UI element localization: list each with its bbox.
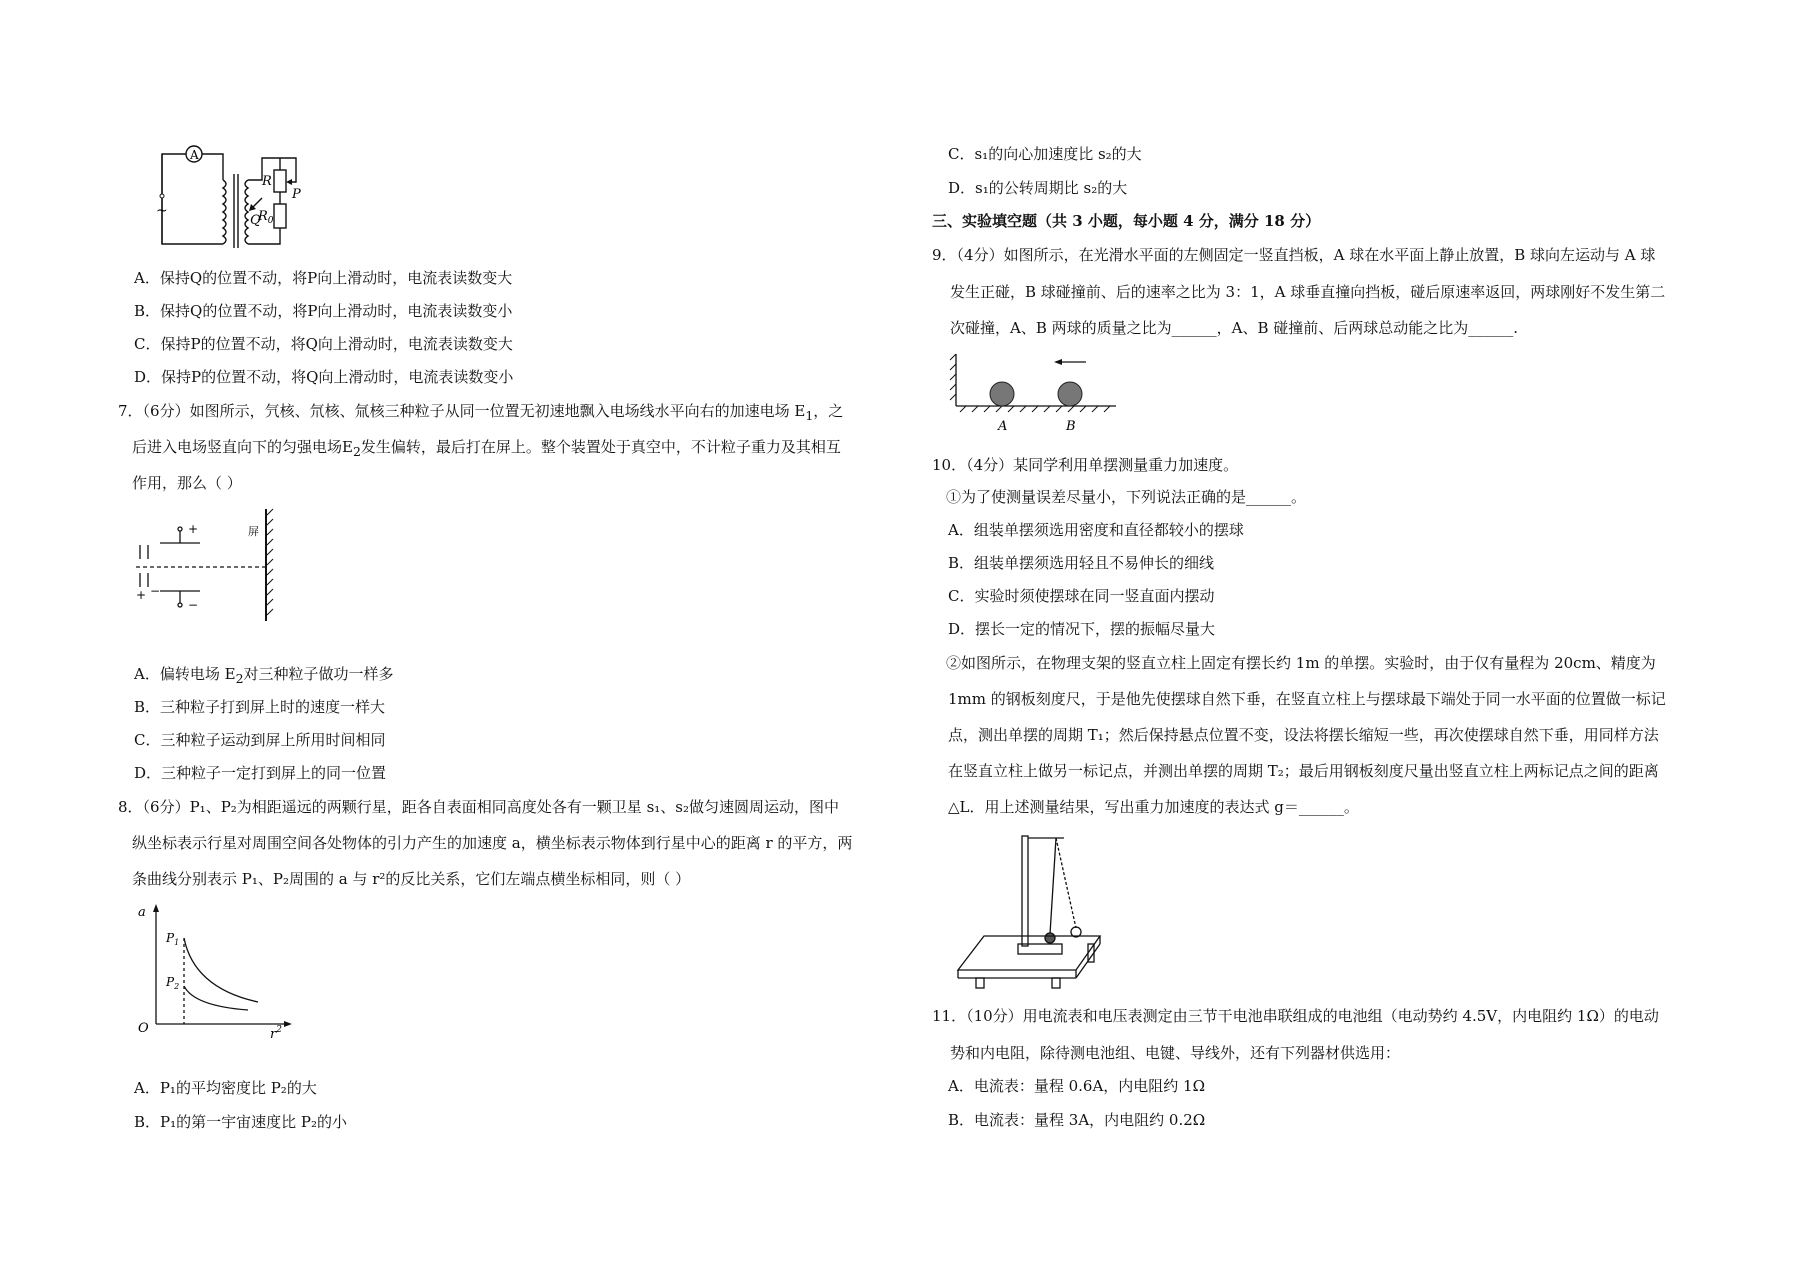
q6-option-c: C．保持P的位置不动，将Q向上滑动时，电流表读数变大 <box>134 335 513 353</box>
q8-option-b: B．P₁的第一宇宙速度比 P₂的小 <box>134 1113 348 1131</box>
q11-option-b: B．电流表：量程 3A，内电阻约 0.2Ω <box>948 1111 1206 1129</box>
plus-sign: + <box>188 522 199 536</box>
q8-option-a: A．P₁的平均密度比 P₂的大 <box>134 1079 317 1097</box>
q10-part-2-line-1: ②如图所示，在物理支架的竖直立柱上固定有摆长约 1m 的单摆。实验时，由于仅有量程为 20cm、精度为 <box>946 654 1656 672</box>
minus-sign-bottom: − <box>188 598 199 612</box>
curve-p1-label: $P_1$ <box>166 931 180 947</box>
slider-Q-label: Q <box>250 213 261 228</box>
q10-part-2-line-3: 点，测出单摆的周期 T₁；然后保持悬点位置不变，设法将摆长缩短一些，再次使摆球自然下垂，用同样方法 <box>948 726 1659 744</box>
q11-option-a: A．电流表：量程 0.6A，内电阻约 1Ω <box>948 1077 1206 1095</box>
acceleration-vs-r2-graph <box>136 902 296 1042</box>
q11-stem-line-2: 势和内电阻，除待测电池组、电键、导线外，还有下列器材供选用： <box>950 1044 1401 1062</box>
ac-source-label: ~ <box>156 203 168 219</box>
q10-part-1: ①为了使测量误差尽量小，下列说法正确的是______。 <box>946 488 1307 506</box>
origin-label: O <box>138 1021 149 1036</box>
q9-stem-line-1: 9．（4分）如图所示，在光滑水平面的左侧固定一竖直挡板，A 球在水平面上静止放置，B 球向左运动与 A 球 <box>932 246 1656 264</box>
resistor-R0-label: $R_0$ <box>258 209 274 226</box>
q8-stem-line-3: 条曲线分别表示 P₁、P₂周围的 a 与 r²的反比关系，它们左端点横坐标相同，则（ ） <box>132 870 691 888</box>
minus-sign-left: − <box>150 584 161 598</box>
q8-stem-line-2: 纵坐标表示行星对周围空间各处物体的引力产生的加速度 a，横坐标表示物体到行星中心的距离 r 的平方，两 <box>132 834 853 852</box>
q10-part-2-line-5: △L．用上述测量结果，写出重力加速度的表达式 g＝______。 <box>948 798 1359 816</box>
q10-option-c: C．实验时须使摆球在同一竖直面内摆动 <box>948 587 1215 605</box>
q7-option-d: D．三种粒子一定打到屏上的同一位置 <box>134 764 387 782</box>
q8-option-d: D．s₁的公转周期比 s₂的大 <box>948 179 1128 197</box>
ball-a-label: A <box>998 419 1008 434</box>
q8-option-c: C．s₁的向心加速度比 s₂的大 <box>948 145 1142 163</box>
transformer-circuit-figure <box>138 140 308 250</box>
q11-stem-line-1: 11．（10分）用电流表和电压表测定由三节干电池串联组成的电池组（电动势约 4.5V，内电阻约 1Ω）的电动 <box>932 1007 1659 1025</box>
x-axis-label: $r^2$ <box>270 1025 282 1042</box>
screen-label: 屏 <box>248 525 259 538</box>
q10-option-d: D．摆长一定的情况下，摆的振幅尽量大 <box>948 620 1216 638</box>
q6-option-b: B．保持Q的位置不动，将P向上滑动时，电流表读数变小 <box>134 302 513 320</box>
collision-balls-figure <box>950 350 1120 436</box>
q7-stem-line-3: 作用，那么（ ） <box>132 474 242 492</box>
q9-stem-line-3: 次碰撞，A、B 两球的质量之比为______，A、B 碰撞前、后两球总动能之比为______. <box>950 319 1519 337</box>
ball-b-label: B <box>1066 419 1076 434</box>
ammeter-label: A <box>190 148 199 162</box>
q10-option-b: B．组装单摆须选用轻且不易伸长的细线 <box>948 554 1215 572</box>
q7-stem-line-2: 后进入电场竖直向下的匀强电场$E_2$发生偏转，最后打在屏上。整个装置处于真空中，不计粒子重力及其相互 <box>132 438 841 459</box>
q7-option-b: B．三种粒子打到屏上时的速度一样大 <box>134 698 386 716</box>
q7-option-c: C．三种粒子运动到屏上所用时间相同 <box>134 731 386 749</box>
q8-stem-line-1: 8．（6分）P₁、P₂为相距遥远的两颗行星，距各自表面相同高度处各有一颗卫星 s₁、s₂做匀速圆周运动，图中 <box>118 798 839 816</box>
resistor-R-label: R <box>262 174 272 189</box>
deflection-field-figure <box>136 505 296 625</box>
curve-p2-label: $P_2$ <box>166 975 180 991</box>
pendulum-stand-figure <box>954 830 1104 990</box>
q6-option-d: D．保持P的位置不动，将Q向上滑动时，电流表读数变小 <box>134 368 514 386</box>
q10-part-2-line-2: 1mm 的钢板刻度尺，于是他先使摆球自然下垂，在竖直立柱上与摆球最下端处于同一水平面的位置做一标记 <box>948 690 1666 708</box>
q10-stem-line-1: 10．（4分）某同学利用单摆测量重力加速度。 <box>932 456 1239 474</box>
q7-stem-line-1: 7．（6分）如图所示，氕核、氘核、氚核三种粒子从同一位置无初速地飘入电场线水平向右的加速电场 $E_1$，之 <box>118 402 844 423</box>
y-axis-label: a <box>138 905 146 920</box>
q6-option-a: A．保持Q的位置不动，将P向上滑动时，电流表读数变大 <box>134 269 513 287</box>
plus-sign-left: + <box>136 588 147 602</box>
section-3-heading: 三、实验填空题（共 3 小题，每小题 4 分，满分 18 分） <box>932 212 1321 230</box>
q7-option-a: A．偏转电场 $E_2$对三种粒子做功一样多 <box>134 665 394 686</box>
q10-option-a: A．组装单摆须选用密度和直径都较小的摆球 <box>948 521 1244 539</box>
slider-P-label: P <box>292 187 301 202</box>
q9-stem-line-2: 发生正碰，B 球碰撞前、后的速率之比为 3：1，A 球垂直撞向挡板，碰后原速率返回，两球刚好不发生第二 <box>950 283 1666 301</box>
q10-part-2-line-4: 在竖直立柱上做另一标记点，并测出单摆的周期 T₂；最后用钢板刻度尺量出竖直立柱上两标记点之间的距离 <box>948 762 1659 780</box>
